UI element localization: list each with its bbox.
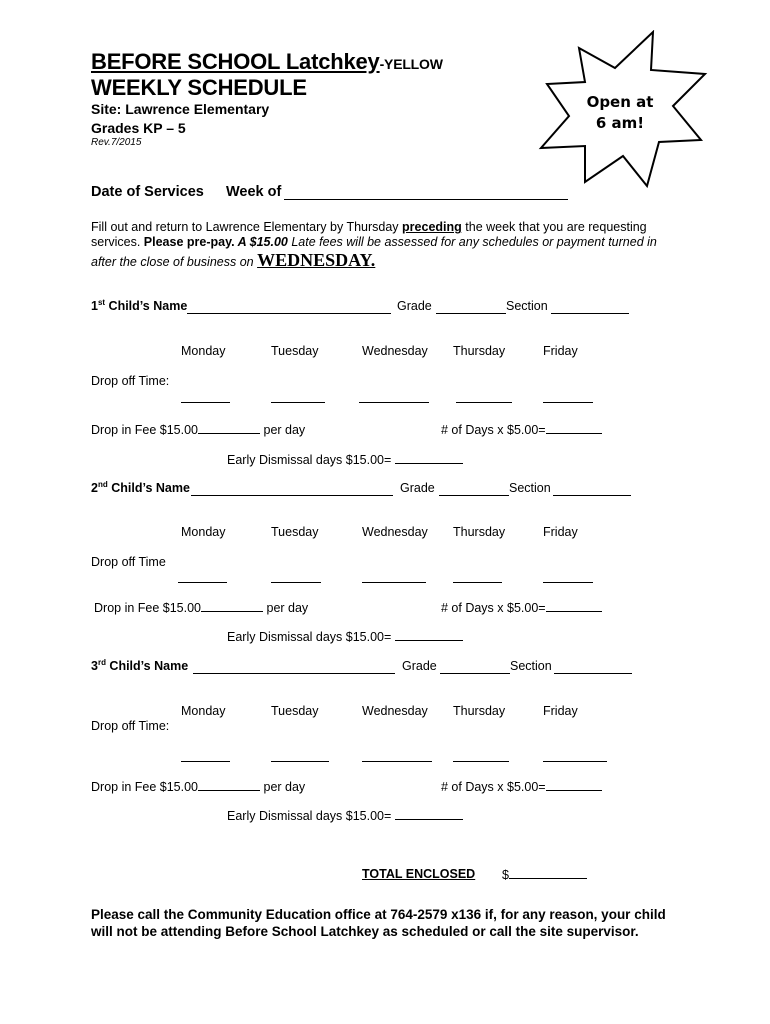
child2-day-tuesday: Tuesday: [271, 525, 319, 539]
child1-day-tuesday: Tuesday: [271, 344, 319, 358]
child3-days-calc-field[interactable]: [546, 779, 602, 791]
child2-grade-label: Grade: [400, 481, 435, 495]
child2-dropoff-friday[interactable]: [543, 582, 593, 583]
child3-name-text: Child’s Name: [105, 659, 189, 673]
instructions-line3: [91, 250, 375, 271]
child3-day-friday: Friday: [543, 704, 578, 718]
form-title: [91, 49, 443, 75]
child1-per-day-label: per day: [260, 423, 306, 437]
child3-day-tuesday: Tuesday: [271, 704, 319, 718]
child1-drop-in-fee: [91, 422, 305, 437]
child2-ordinal-suffix: nd: [97, 479, 108, 489]
child2-dropoff-label: Drop off Time: [91, 555, 166, 569]
instructions-line1: [91, 220, 647, 234]
child1-day-friday: Friday: [543, 344, 578, 358]
child3-early-dismissal-label: Early Dismissal days $15.00=: [227, 809, 392, 823]
form-title-main: BEFORE SCHOOL Latchkey: [91, 49, 380, 74]
child1-day-monday: Monday: [181, 344, 226, 358]
child2-name-text: Child’s Name: [107, 481, 190, 495]
open-badge-line2: 6 am!: [595, 114, 645, 132]
date-of-services-label: Date of Services: [91, 184, 204, 200]
child3-day-wednesday: Wednesday: [362, 704, 428, 718]
child2-per-day-label: per day: [263, 601, 309, 615]
child1-early-dismissal-field[interactable]: [395, 452, 463, 464]
child3-day-monday: Monday: [181, 704, 226, 718]
child1-name-label: [91, 299, 187, 313]
total-enclosed-field[interactable]: [509, 867, 587, 879]
child3-dropoff-thursday[interactable]: [453, 761, 509, 762]
total-enclosed-label: TOTAL ENCLOSED: [362, 867, 476, 881]
child3-drop-in-fee: [91, 779, 305, 794]
site-label: Site: Lawrence Elementary: [91, 101, 270, 117]
week-of-label: Week of: [226, 184, 282, 200]
child1-section-field[interactable]: [551, 313, 629, 314]
child3-day-thursday: Thursday: [453, 704, 506, 718]
revision-label: Rev.7/2015: [91, 137, 142, 148]
child1-name-field[interactable]: [187, 313, 391, 314]
total-enclosed: [502, 867, 587, 882]
child2-days-calc-field[interactable]: [546, 600, 602, 612]
child1-dropoff-friday[interactable]: [543, 402, 593, 403]
child3-dropoff-wednesday[interactable]: [362, 761, 432, 762]
child3-drop-in-fee-field[interactable]: [198, 779, 260, 791]
child3-drop-in-fee-label: Drop in Fee $15.00: [91, 780, 199, 794]
child2-days-calc-label: # of Days x $5.00=: [441, 601, 546, 615]
child2-grade-field[interactable]: [439, 495, 509, 496]
child2-early-dismissal: [227, 629, 463, 644]
child2-section-field[interactable]: [553, 495, 631, 496]
child1-drop-in-fee-field[interactable]: [198, 422, 260, 434]
child2-day-thursday: Thursday: [453, 525, 506, 539]
child3-grade-label: Grade: [402, 659, 437, 673]
child3-days-calc-label: # of Days x $5.00=: [441, 780, 546, 794]
child2-name-field[interactable]: [191, 495, 393, 496]
child3-early-dismissal-field[interactable]: [395, 808, 463, 820]
open-badge-text: [585, 92, 655, 134]
child1-drop-in-fee-label: Drop in Fee $15.00: [91, 423, 199, 437]
child3-ordinal: 3: [91, 659, 98, 673]
child2-dropoff-thursday[interactable]: [453, 582, 502, 583]
instructions-preceding: preceding: [402, 220, 462, 234]
child2-drop-in-fee-label: Drop in Fee $15.00: [94, 601, 202, 615]
grades-label: Grades KP – 5: [91, 120, 186, 136]
form-subtitle: WEEKLY SCHEDULE: [91, 75, 307, 100]
child3-days-calc: [441, 779, 602, 794]
child3-dropoff-tuesday[interactable]: [271, 761, 329, 762]
child3-per-day-label: per day: [260, 780, 306, 794]
form-title-color: -YELLOW: [379, 56, 443, 72]
instructions-text-1: Fill out and return to Lawrence Elementary by Thursday: [91, 220, 403, 234]
child1-day-wednesday: Wednesday: [362, 344, 428, 358]
child3-name-label: [91, 659, 188, 673]
child1-grade-field[interactable]: [436, 313, 506, 314]
child2-dropoff-wednesday[interactable]: [362, 582, 426, 583]
child2-early-dismissal-field[interactable]: [395, 629, 463, 641]
instructions-text-3: services.: [91, 235, 144, 249]
instructions-after-close: after the close of business on: [91, 255, 258, 269]
child2-early-dismissal-label: Early Dismissal days $15.00=: [227, 630, 392, 644]
child3-section-label: Section: [510, 659, 552, 673]
total-currency: $: [502, 868, 509, 882]
instructions-late-fees: Late fees will be assessed for any schedules or payment turned in: [291, 235, 657, 249]
child2-drop-in-fee: [94, 600, 308, 615]
child3-dropoff-label: Drop off Time:: [91, 719, 170, 733]
child3-grade-field[interactable]: [440, 673, 510, 674]
child2-day-friday: Friday: [543, 525, 578, 539]
child1-days-calc-label: # of Days x $5.00=: [441, 423, 546, 437]
child2-dropoff-monday[interactable]: [178, 582, 227, 583]
child1-dropoff-label: Drop off Time:: [91, 374, 170, 388]
child3-section-field[interactable]: [554, 673, 632, 674]
child1-ordinal: 1: [91, 299, 98, 313]
child3-dropoff-friday[interactable]: [543, 761, 607, 762]
child2-section-label: Section: [509, 481, 551, 495]
instructions-line2: [91, 235, 657, 249]
child2-dropoff-tuesday[interactable]: [271, 582, 321, 583]
child3-early-dismissal: [227, 808, 463, 823]
child2-day-wednesday: Wednesday: [362, 525, 428, 539]
child2-drop-in-fee-field[interactable]: [201, 600, 263, 612]
child2-ordinal: 2: [91, 481, 98, 495]
child1-early-dismissal-label: Early Dismissal days $15.00=: [227, 453, 392, 467]
child3-name-field[interactable]: [193, 673, 395, 674]
child1-dropoff-wednesday[interactable]: [359, 402, 429, 403]
child1-days-calc: [441, 422, 602, 437]
child1-dropoff-thursday[interactable]: [456, 402, 512, 403]
instructions-text-2: the week that you are requesting: [461, 220, 647, 234]
child1-days-calc-field[interactable]: [546, 422, 602, 434]
child1-section-label: Section: [506, 299, 548, 313]
child1-name-text: Child’s Name: [105, 299, 188, 313]
week-of-field[interactable]: [284, 199, 568, 200]
instructions-wednesday: WEDNESDAY.: [257, 250, 376, 270]
child2-name-label: [91, 481, 190, 495]
child1-grade-label: Grade: [397, 299, 432, 313]
instructions-amount: A $15.00: [234, 235, 292, 249]
child1-day-thursday: Thursday: [453, 344, 506, 358]
open-badge-line1: Open at: [586, 93, 654, 111]
child1-ordinal-suffix: st: [97, 297, 106, 307]
child1-dropoff-monday[interactable]: [181, 402, 230, 403]
footer-note: Please call the Community Education office at 764-2579 x136 if, for any reason, your child will not be attending Before School Latchkey as scheduled or call the site supervisor.: [91, 907, 666, 939]
child1-early-dismissal: [227, 452, 463, 467]
child3-dropoff-monday[interactable]: [181, 761, 230, 762]
instructions-prepay: Please pre-pay.: [143, 235, 235, 249]
child1-dropoff-tuesday[interactable]: [271, 402, 325, 403]
child3-ordinal-suffix: rd: [97, 657, 106, 667]
child2-days-calc: [441, 600, 602, 615]
child2-day-monday: Monday: [181, 525, 226, 539]
